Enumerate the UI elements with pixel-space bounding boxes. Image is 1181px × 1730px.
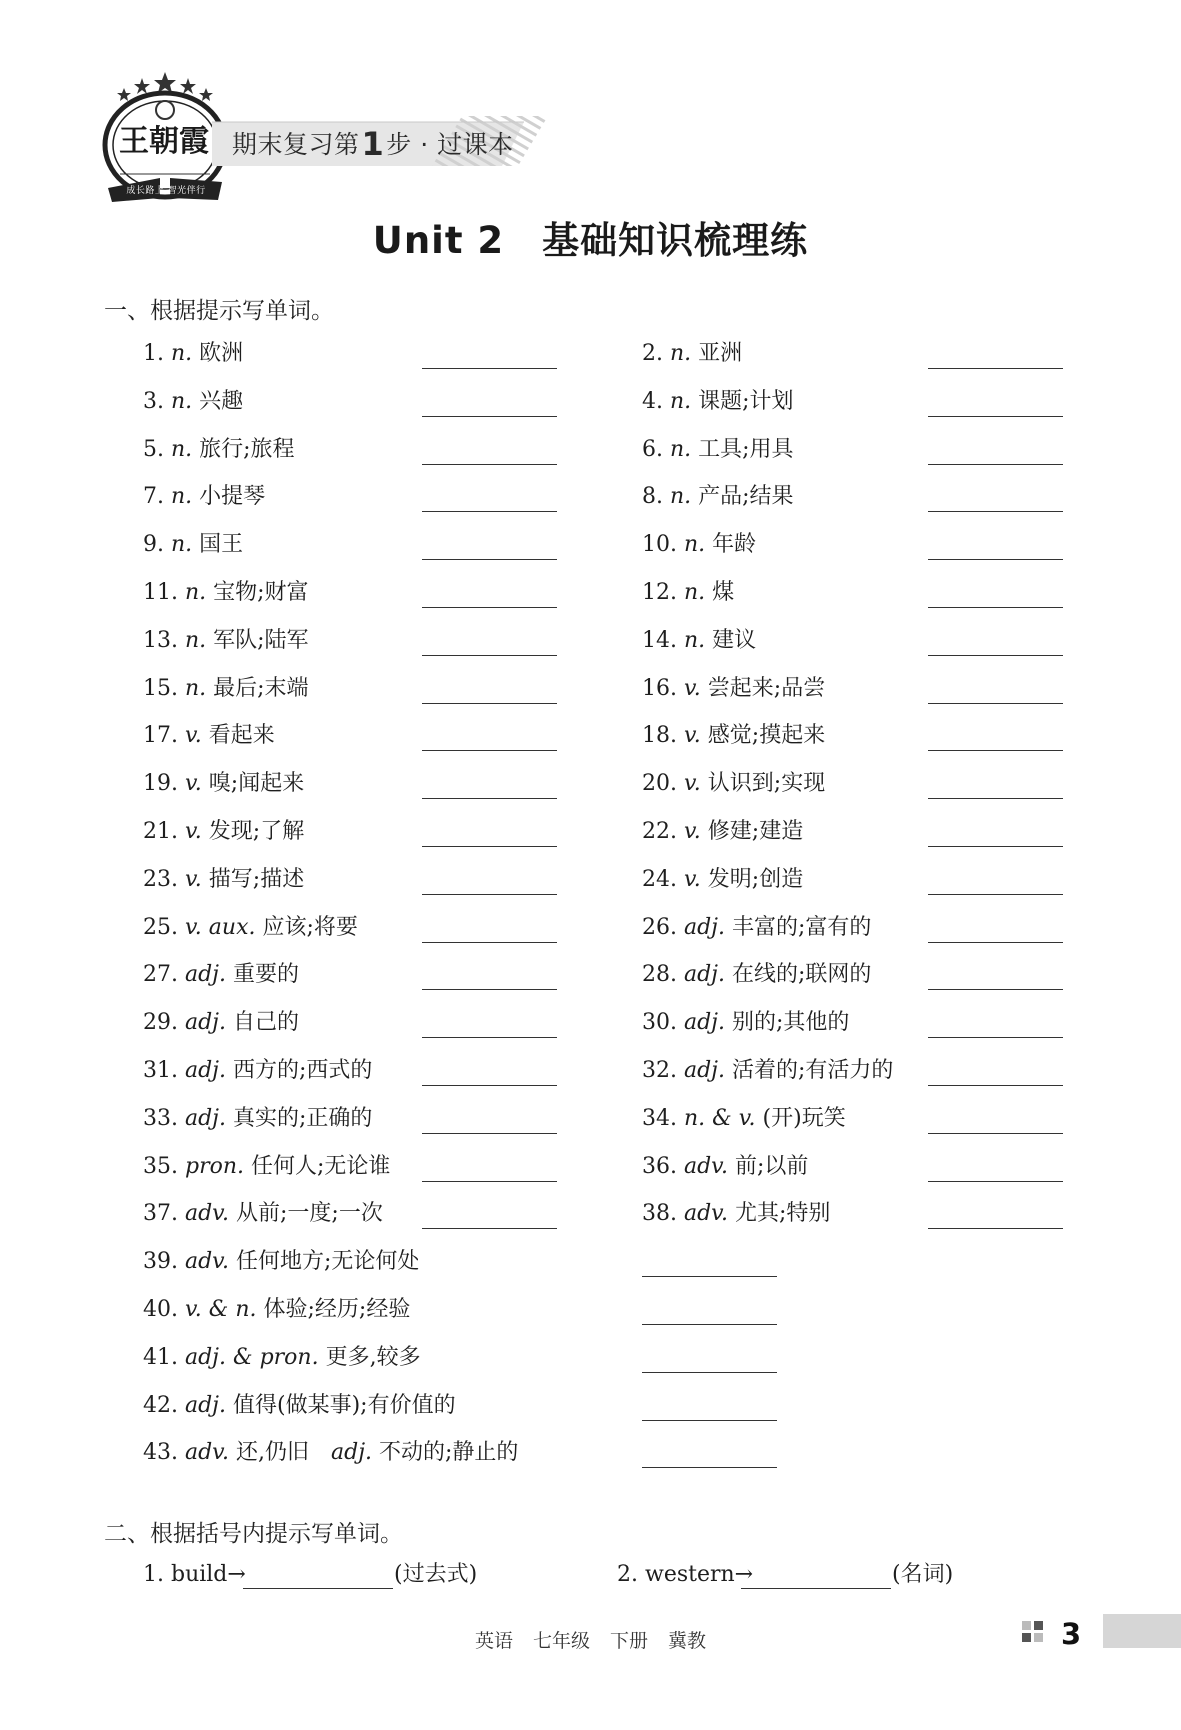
part-of-speech: v. — [184, 866, 202, 892]
item-meaning: 产品;结果 — [691, 484, 794, 510]
part-of-speech: n. — [669, 388, 692, 414]
answer-blank[interactable] — [422, 464, 557, 465]
part-of-speech: v. — [683, 819, 701, 844]
answer-blank[interactable] — [928, 846, 1063, 847]
item-meaning: 体验;经历;经验 — [256, 1297, 411, 1322]
vocab-item — [143, 817, 304, 847]
part-of-speech: n. — [184, 627, 207, 653]
answer-blank[interactable] — [422, 1037, 557, 1038]
item-meaning: 感觉;摸起来 — [700, 723, 826, 749]
vocab-item — [143, 1295, 410, 1325]
item-number: 2. — [642, 341, 670, 366]
item-meaning: 课题;计划 — [691, 388, 794, 414]
item-meaning: 前;以前 — [728, 1153, 809, 1179]
answer-blank[interactable] — [422, 511, 557, 512]
page-number: 3 — [1061, 1617, 1082, 1651]
item-number: 22. — [642, 819, 684, 844]
answer-blank[interactable] — [928, 655, 1063, 656]
item-number: 8. — [642, 484, 670, 510]
item-meaning: 建议 — [705, 627, 757, 653]
item-meaning: 丰富的;富有的 — [725, 914, 872, 940]
part-of-speech: v. — [184, 771, 202, 797]
item-number: 37. — [143, 1201, 185, 1227]
vocab-item — [143, 769, 304, 799]
item-number: 6. — [642, 436, 670, 462]
vocab-item — [143, 1391, 456, 1421]
vocab-item — [642, 435, 794, 465]
item-meaning: 活着的;有活力的 — [725, 1058, 894, 1083]
item-number: 23. — [143, 866, 185, 892]
banner-title — [232, 125, 514, 163]
item-number: 25. — [143, 914, 185, 940]
vocab-item — [143, 960, 299, 990]
answer-blank[interactable] — [422, 1228, 557, 1229]
item-meaning: 看起来 — [201, 723, 275, 749]
part-of-speech: adv. — [184, 1201, 229, 1227]
vocab-item — [642, 482, 794, 512]
vocab-item — [143, 1152, 390, 1182]
base-word: build→ — [170, 1562, 246, 1587]
part-of-speech: adj. — [184, 1058, 226, 1083]
item-number: 1. — [143, 341, 171, 366]
answer-blank[interactable] — [928, 942, 1063, 943]
item-number: 1. — [143, 1562, 171, 1587]
vocab-item — [143, 913, 358, 943]
part-of-speech: adj. — [184, 1392, 226, 1418]
part-of-speech: n. — [669, 436, 692, 462]
item-meaning: 尤其;特别 — [728, 1201, 831, 1227]
answer-blank[interactable] — [642, 1324, 777, 1325]
item-meaning: 尝起来;品尝 — [700, 675, 826, 701]
part-of-speech: n. — [184, 580, 207, 605]
item-number: 33. — [143, 1105, 185, 1131]
answer-blank[interactable] — [642, 1467, 777, 1468]
item-number: 3. — [143, 388, 171, 414]
item-number: 41. — [143, 1344, 185, 1370]
answer-blank[interactable] — [422, 1181, 557, 1182]
vocab-item — [143, 578, 309, 608]
part-of-speech: n. — [170, 532, 193, 558]
vocab-item — [143, 1056, 372, 1086]
item-number: 18. — [642, 723, 684, 749]
footer-decoration-squares — [1022, 1621, 1052, 1651]
part-of-speech: adj. — [683, 962, 725, 988]
part-of-speech: n. — [669, 484, 692, 510]
answer-blank[interactable] — [928, 1037, 1063, 1038]
item-meaning: 煤 — [705, 580, 735, 605]
item-meaning: 任何地方;无论何处 — [229, 1249, 420, 1275]
vocab-item — [143, 674, 309, 704]
part-of-speech: adj. — [184, 1010, 226, 1036]
item-meaning: 西方的;西式的 — [226, 1058, 373, 1083]
item-number: 43. — [143, 1440, 185, 1466]
form-hint: (过去式) — [394, 1562, 478, 1587]
part-of-speech: adv. — [184, 1440, 229, 1466]
item-meaning: 还,仍旧 — [229, 1440, 309, 1466]
part-of-speech: adj. — [683, 1058, 725, 1083]
answer-blank[interactable] — [928, 607, 1063, 608]
item-number: 7. — [143, 484, 171, 510]
vocab-item — [143, 1438, 518, 1468]
item-meaning: 自己的 — [226, 1010, 299, 1036]
item-number: 24. — [642, 866, 684, 892]
part-of-speech: n. — [184, 675, 207, 701]
item-meaning: (开)玩笑 — [755, 1105, 846, 1131]
answer-blank[interactable] — [422, 846, 557, 847]
item-number: 11. — [143, 580, 185, 605]
vocab-item — [642, 913, 871, 943]
part-of-speech: v. — [683, 771, 701, 797]
item-meaning: 年龄 — [705, 532, 757, 558]
part-of-speech: pron. — [184, 1153, 244, 1179]
answer-blank[interactable] — [422, 894, 557, 895]
item-number: 5. — [143, 436, 171, 462]
answer-blank[interactable] — [741, 1588, 891, 1589]
transform-item — [617, 1560, 753, 1590]
answer-blank[interactable] — [422, 607, 557, 608]
vocab-item — [642, 626, 756, 656]
item-number: 36. — [642, 1153, 684, 1179]
item-meaning: 别的;其他的 — [725, 1010, 850, 1036]
vocab-item — [642, 1056, 893, 1086]
item-meaning: 旅行;旅程 — [192, 436, 295, 462]
answer-blank[interactable] — [928, 703, 1063, 704]
vocab-item — [143, 339, 243, 369]
vocab-item — [642, 1104, 846, 1134]
item-number: 26. — [642, 914, 684, 940]
item-number: 17. — [143, 723, 185, 749]
answer-blank[interactable] — [928, 1181, 1063, 1182]
item-number: 21. — [143, 819, 185, 844]
item-meaning: 值得(做某事);有价值的 — [226, 1392, 456, 1418]
answer-blank[interactable] — [642, 1372, 777, 1373]
item-number: 35. — [143, 1153, 185, 1179]
item-meaning: 修建;建造 — [700, 819, 804, 844]
item-number: 4. — [642, 388, 670, 414]
vocab-item — [143, 482, 265, 512]
answer-blank[interactable] — [928, 559, 1063, 560]
answer-blank[interactable] — [422, 989, 557, 990]
answer-blank[interactable] — [422, 750, 557, 751]
logo-brand-text: 王朝霞 — [119, 124, 209, 159]
item-meaning: 重要的 — [226, 962, 299, 988]
answer-blank[interactable] — [422, 368, 557, 369]
answer-blank[interactable] — [642, 1420, 777, 1421]
part-of-speech: adv. — [683, 1201, 728, 1227]
vocab-item — [143, 1008, 299, 1038]
vocab-item — [642, 530, 756, 560]
item-number: 12. — [642, 580, 684, 605]
answer-blank[interactable] — [422, 1085, 557, 1086]
logo-tagline: 成长路上 智光伴行 — [126, 186, 206, 196]
answer-blank[interactable] — [928, 798, 1063, 799]
answer-blank[interactable] — [928, 1133, 1063, 1134]
answer-blank[interactable] — [422, 942, 557, 943]
item-number: 34. — [642, 1105, 684, 1131]
vocab-item — [642, 674, 825, 704]
answer-blank[interactable] — [928, 1228, 1063, 1229]
vocab-item — [642, 339, 742, 369]
vocab-item — [143, 1104, 372, 1134]
vocab-item — [143, 721, 275, 751]
item-number: 42. — [143, 1392, 185, 1418]
item-meaning: 认识到;实现 — [700, 771, 826, 797]
answer-blank[interactable] — [928, 894, 1063, 895]
answer-blank[interactable] — [422, 1133, 557, 1134]
item-number: 38. — [642, 1201, 684, 1227]
part-of-speech: v. & n. — [184, 1297, 257, 1322]
answer-blank[interactable] — [928, 1085, 1063, 1086]
part-of-speech: v. — [184, 819, 202, 844]
part-of-speech: v. — [184, 723, 202, 749]
vocab-item — [642, 1152, 808, 1182]
item-number: 16. — [642, 675, 684, 701]
part-of-speech: adj. — [184, 962, 226, 988]
part-of-speech: n. — [170, 388, 193, 414]
answer-blank[interactable] — [928, 750, 1063, 751]
vocab-item — [642, 865, 803, 895]
part-of-speech: adj. — [683, 914, 725, 940]
item-meaning: 小提琴 — [192, 484, 266, 510]
part-of-speech: v. — [683, 866, 701, 892]
part-of-speech: n. — [683, 580, 706, 605]
answer-blank[interactable] — [928, 416, 1063, 417]
answer-blank[interactable] — [642, 1276, 777, 1277]
vocab-item — [642, 960, 871, 990]
part-of-speech: n. — [170, 341, 193, 366]
item-meaning: 亚洲 — [691, 341, 743, 366]
item-meaning: 描写;描述 — [201, 866, 305, 892]
vocab-item — [642, 1008, 849, 1038]
section-2-heading: 二、根据括号内提示写单词。 — [104, 1521, 403, 1547]
item-number: 13. — [143, 627, 185, 653]
vocab-item — [143, 530, 243, 560]
item-meaning: 发现;了解 — [201, 819, 305, 844]
item-meaning: 应该;将要 — [255, 914, 358, 940]
part-of-speech: n. — [683, 627, 706, 653]
item-number: 40. — [143, 1297, 185, 1322]
banner-suffix: 步 · 过课本 — [386, 130, 514, 159]
item-meaning: 真实的;正确的 — [226, 1105, 373, 1131]
item-number: 15. — [143, 675, 185, 701]
answer-blank[interactable] — [422, 798, 557, 799]
answer-blank[interactable] — [243, 1588, 393, 1589]
item-meaning: 不动的;静止的 — [372, 1440, 519, 1466]
form-hint: (名词) — [892, 1562, 954, 1587]
item-number: 9. — [143, 532, 171, 558]
item-number: 30. — [642, 1010, 684, 1036]
vocab-item — [642, 721, 825, 751]
vocab-item — [143, 1343, 421, 1373]
answer-blank[interactable] — [422, 416, 557, 417]
part-of-speech: adj. & pron. — [184, 1344, 319, 1370]
vocab-item — [143, 626, 309, 656]
part-of-speech: adj. — [309, 1440, 373, 1466]
answer-blank[interactable] — [928, 989, 1063, 990]
item-meaning: 发明;创造 — [700, 866, 804, 892]
item-meaning: 兴趣 — [192, 388, 244, 414]
vocab-item — [642, 769, 825, 799]
banner-step-number: 1 — [361, 125, 385, 163]
vocab-item — [642, 387, 794, 417]
vocab-item — [143, 1247, 419, 1277]
vocab-item — [642, 817, 803, 847]
part-of-speech: n. & v. — [683, 1105, 756, 1131]
vocab-item — [642, 1199, 830, 1229]
vocab-item — [642, 578, 734, 608]
section-1-heading: 一、根据提示写单词。 — [104, 298, 334, 324]
item-meaning: 宝物;财富 — [206, 580, 309, 605]
item-meaning: 军队;陆军 — [206, 627, 309, 653]
page-title: Unit 2 基础知识梳理练 — [372, 219, 809, 262]
item-number: 27. — [143, 962, 185, 988]
footer-book-info: 英语 七年级 下册 冀教 — [474, 1630, 707, 1652]
item-meaning: 从前;一度;一次 — [229, 1201, 383, 1227]
part-of-speech: adj. — [184, 1105, 226, 1131]
answer-blank[interactable] — [422, 655, 557, 656]
part-of-speech: v. — [683, 675, 701, 701]
footer-bar — [1103, 1614, 1181, 1648]
banner-prefix: 期末复习第 — [232, 130, 360, 159]
item-meaning: 工具;用具 — [691, 436, 794, 462]
answer-blank[interactable] — [422, 559, 557, 560]
vocab-item — [143, 387, 243, 417]
item-number: 32. — [642, 1058, 684, 1083]
answer-blank[interactable] — [928, 511, 1063, 512]
transform-item — [143, 1560, 246, 1590]
answer-blank[interactable] — [422, 703, 557, 704]
part-of-speech: adj. — [683, 1010, 725, 1036]
vocab-item — [143, 1199, 383, 1229]
item-meaning: 在线的;联网的 — [725, 962, 872, 988]
item-meaning: 更多,较多 — [318, 1344, 421, 1370]
part-of-speech: v. aux. — [184, 914, 256, 940]
answer-blank[interactable] — [928, 368, 1063, 369]
item-meaning: 嗅;闻起来 — [201, 771, 305, 797]
item-meaning: 最后;末端 — [206, 675, 309, 701]
vocab-item — [143, 865, 304, 895]
item-number: 2. — [617, 1562, 645, 1587]
part-of-speech: adv. — [683, 1153, 728, 1179]
part-of-speech: adv. — [184, 1249, 229, 1275]
base-word: western→ — [644, 1562, 754, 1587]
answer-blank[interactable] — [928, 464, 1063, 465]
item-number: 39. — [143, 1249, 185, 1275]
part-of-speech: n. — [669, 341, 692, 366]
part-of-speech: v. — [683, 723, 701, 749]
item-number: 20. — [642, 771, 684, 797]
item-meaning: 欧洲 — [192, 341, 244, 366]
item-meaning: 国王 — [192, 532, 244, 558]
item-number: 29. — [143, 1010, 185, 1036]
item-number: 31. — [143, 1058, 185, 1083]
item-number: 19. — [143, 771, 185, 797]
part-of-speech: n. — [683, 532, 706, 558]
part-of-speech: n. — [170, 484, 193, 510]
item-number: 14. — [642, 627, 684, 653]
part-of-speech: n. — [170, 436, 193, 462]
item-number: 28. — [642, 962, 684, 988]
vocab-item — [143, 435, 295, 465]
item-number: 10. — [642, 532, 684, 558]
item-meaning: 任何人;无论谁 — [244, 1153, 391, 1179]
